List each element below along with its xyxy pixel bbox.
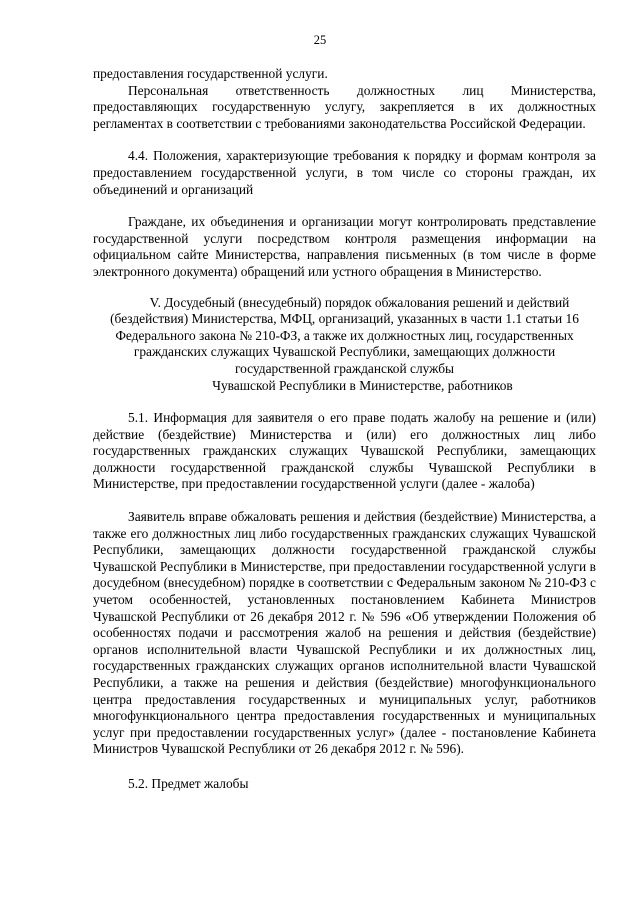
document-body [93, 66, 596, 793]
page-number: 25 [313, 33, 327, 47]
paragraph-section-5-1: 5.1. Информация для заявителя о его праве подать жалобу на решение и (или) действие (бездействие) Министерства и (или) его должностных лиц либо государственных гражданских служащих Чувашской Республики, замещающих должности государственной гражданской службы Чувашской Республики в Министерстве, при предоставлении государственной услуги (далее - жалоба) [93, 410, 596, 492]
paragraph-service-end: предоставления государственной услуги. [93, 66, 328, 81]
section-heading-line: Федерального закона № 210-ФЗ, а также их должностных лиц, государственных [115, 327, 574, 343]
section-heading-line: государственной гражданской службы [234, 360, 455, 376]
paragraph-citizens-control: Граждане, их объединения и организации могут контролировать представление государственной услуги посредством контроля размещения информации на официальном сайте Министерства, направления письменных (в том числе в форме электронного документа) обращений или устного обращения в Министерство. [93, 214, 596, 279]
paragraph-section-5-2: 5.2. Предмет жалобы [128, 775, 249, 791]
section-heading-line: гражданских служащих Чувашской Республики, замещающих должности [133, 344, 556, 360]
section-heading-v [93, 295, 596, 395]
section-heading-line: Чувашской Республики в Министерстве, работников [212, 377, 513, 393]
paragraph-personal-responsibility: Персональная ответственность должностных лиц Министерства, предоставляющих государственную услугу, закрепляется в их должностных регламентах в соответствии с требованиями законодательства Российской Федерации. [93, 82, 596, 131]
section-heading-line: V. Досудебный (внесудебный) порядок обжалования решений и действий [149, 294, 570, 310]
section-heading-line: (бездействия) Министерства, МФЦ, организаций, указанных в части 1.1 статьи 16 [110, 311, 579, 327]
paragraph-appeal-right: Заявитель вправе обжаловать решения и действия (бездействие) Министерства, а также его должностных лиц либо государственных гражданских служащих Чувашской Республики, замещающих должности государственной гражданской службы Чувашской Республики в Министерстве, при предоставлении государственной услуги в досудебном (внесудебном) порядке в соответствии с Федеральным законом № 210-ФЗ с учетом особенностей, установленных постановлением Кабинета Министров Чувашской Республики от 26 декабря 2012 г. № 596 «Об утверждении Положения об особенностях подачи и рассмотрения жалоб на решения и действия (бездействие) органов исполнительной власти Чувашской Республики и их должностных лиц, государственных гражданских служащих органов исполнительной власти Чувашской Республики, а также на решения и действия (бездействие) многофункционального центра предоставления государственных и муниципальных услуг, работников многофункционального центра предоставления государственных и муниципальных услуг при предоставлении государственных услуг» (далее - постановление Кабинета Министров Чувашской Республики от 26 декабря 2012 г. № 596). [93, 509, 596, 757]
paragraph-section-4-4: 4.4. Положения, характеризующие требования к порядку и формам контроля за предоставлением государственной услуги, в том числе со стороны граждан, их объединений и организаций [93, 148, 596, 197]
